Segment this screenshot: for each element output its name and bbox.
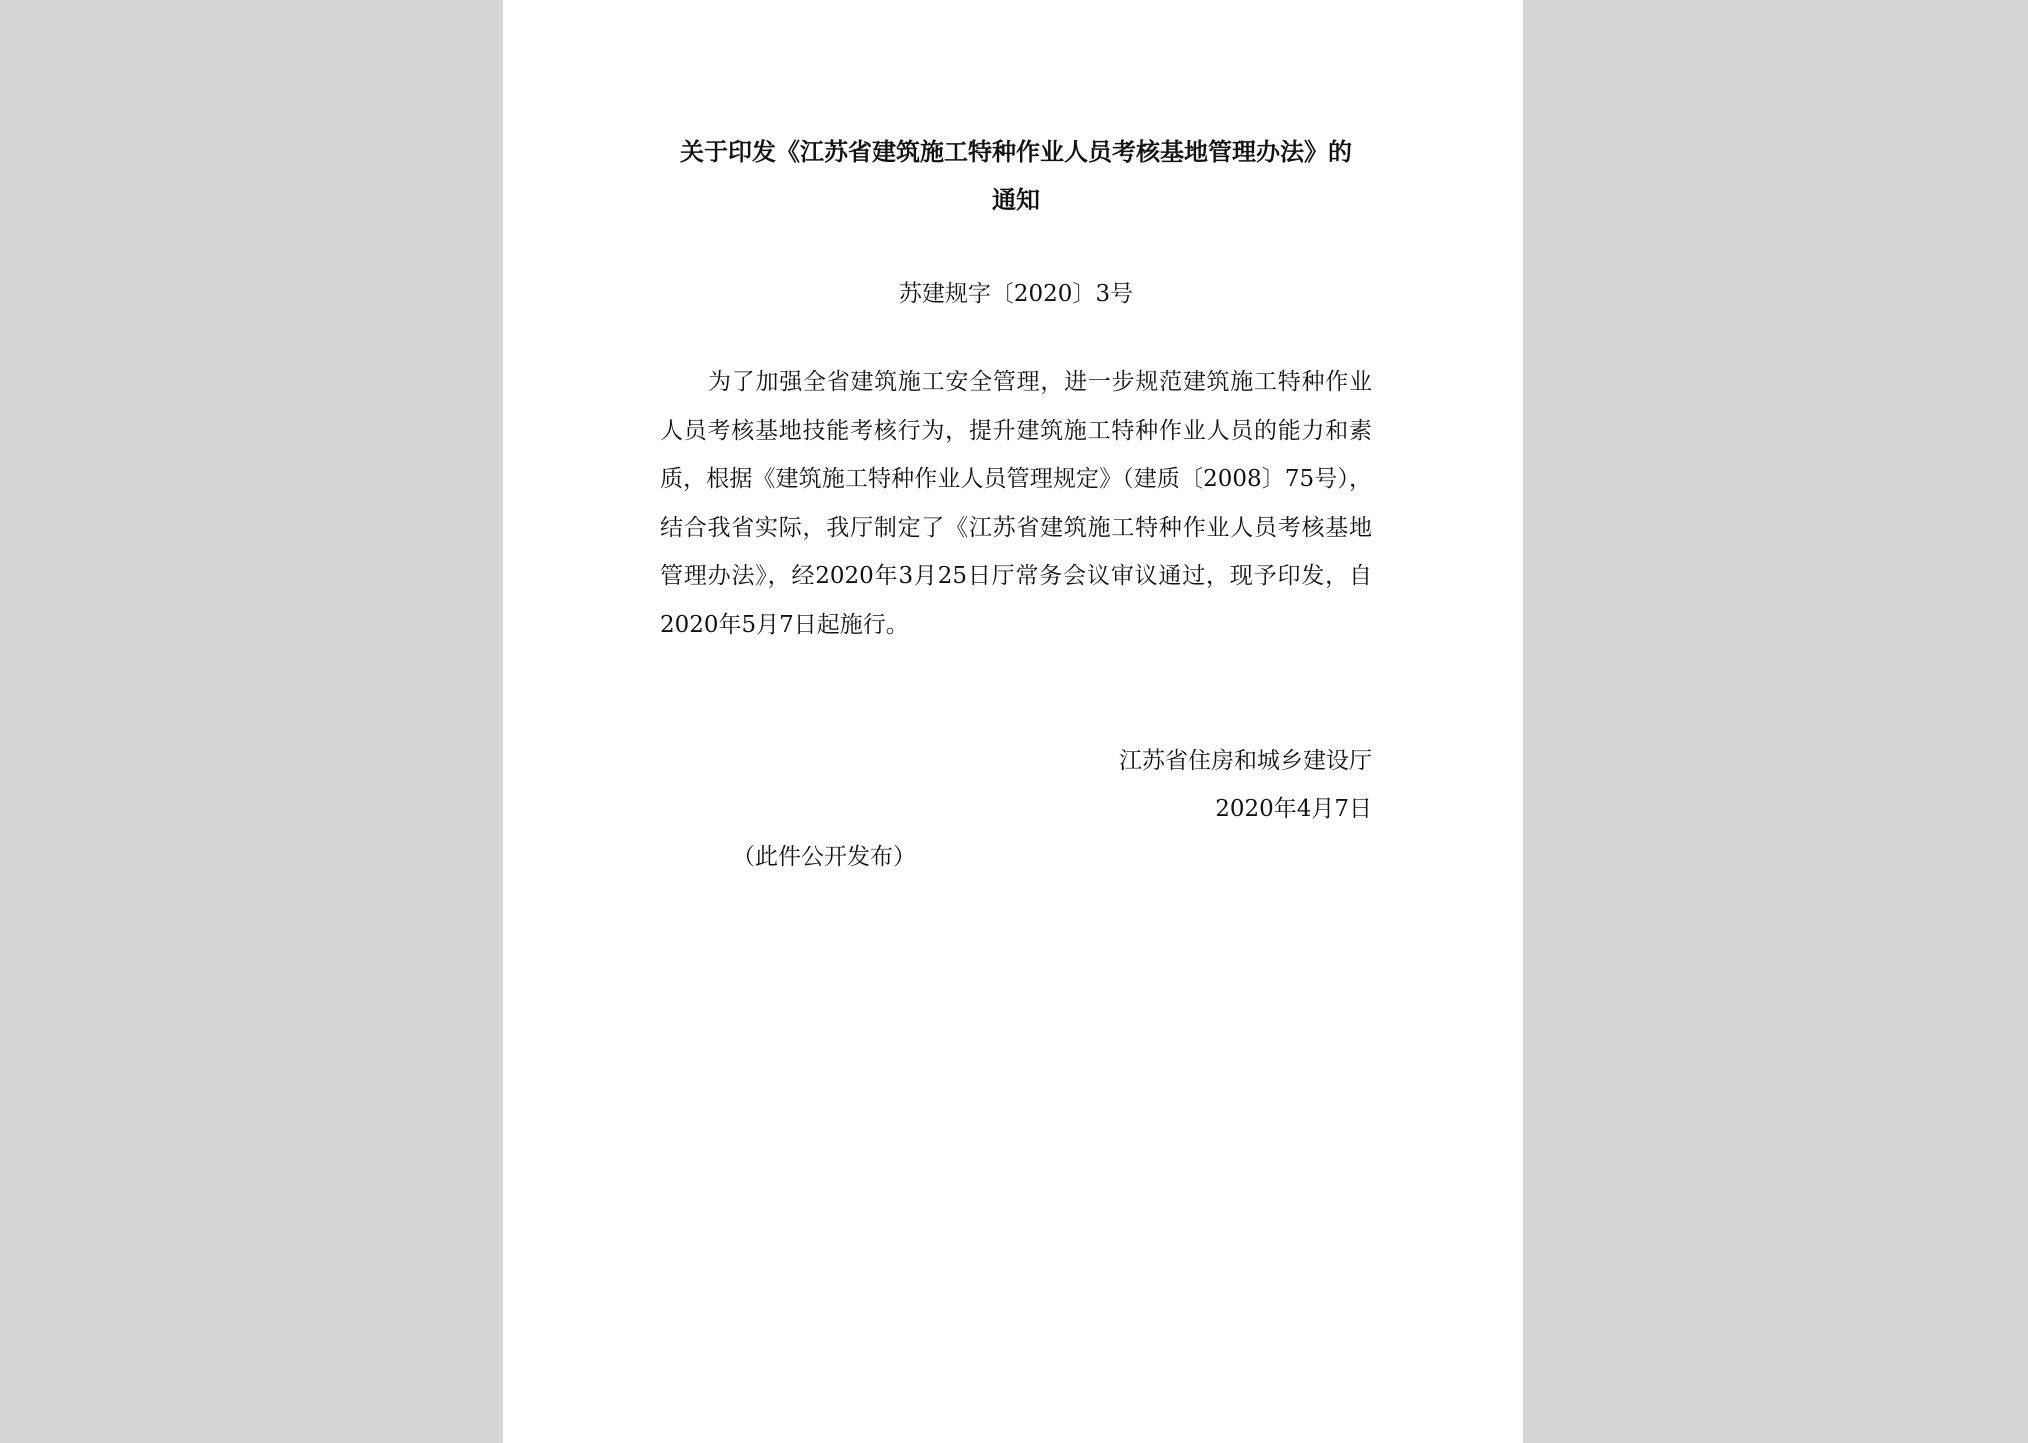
issuer-name: 江苏省住房和城乡建设厅 — [1119, 748, 1372, 774]
document-content — [660, 128, 1372, 881]
body-paragraph: 为了加强全省建筑施工安全管理，进一步规范建筑施工特种作业人员考核基地技能考核行为，提升建筑施工特种作业人员的能力和素质，根据《建筑施工特种作业人员管理规定》（建质〔2008〕75号），结合我省实际，我厅制定了《江苏省建筑施工特种作业人员考核基地管理办法》，经2020年3月25日厅常务会议审议通过，现予印发，自2020年5月7日起施行。 — [660, 369, 1372, 638]
document-page — [503, 0, 1523, 1443]
document-title — [660, 128, 1372, 224]
document-number: 苏建规字〔2020〕3号 — [898, 281, 1134, 307]
title-line-2: 通知 — [992, 186, 1040, 214]
publish-note: （此件公开发布） — [732, 844, 916, 870]
signature-block — [660, 737, 1372, 833]
issue-date: 2020年4月7日 — [1215, 796, 1372, 822]
title-line-1: 关于印发《江苏省建筑施工特种作业人员考核基地管理办法》的 — [680, 138, 1352, 166]
